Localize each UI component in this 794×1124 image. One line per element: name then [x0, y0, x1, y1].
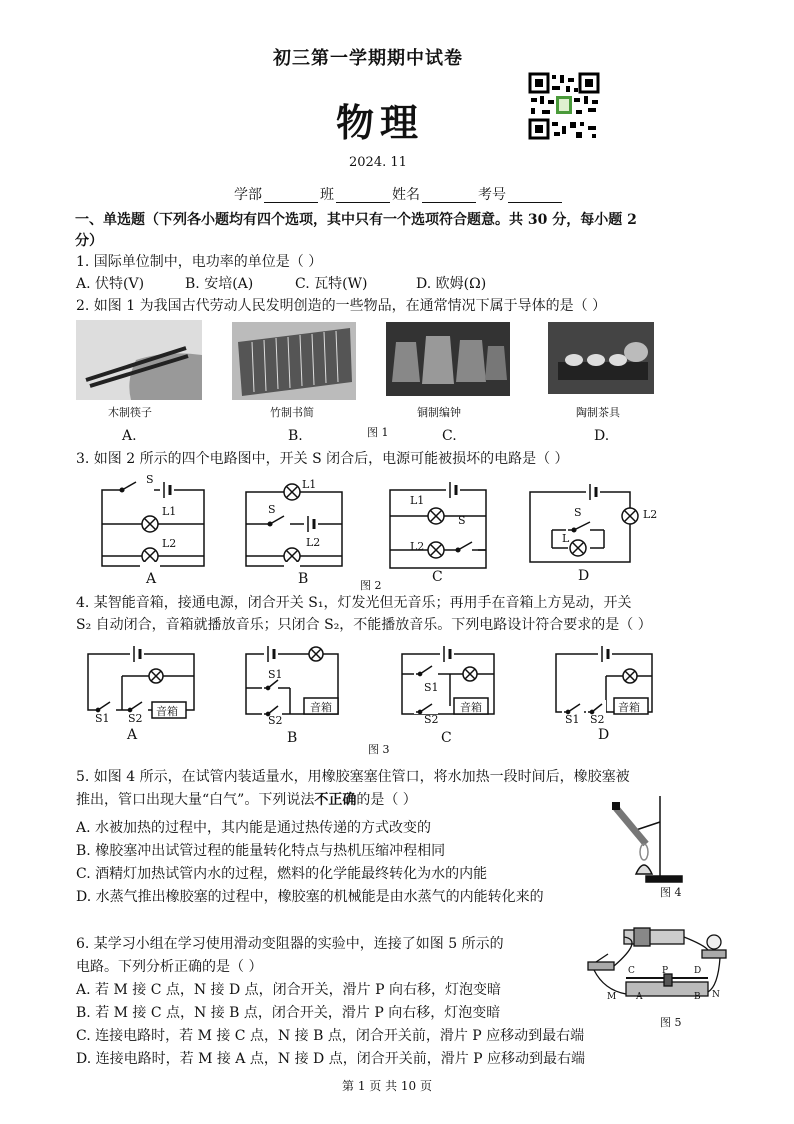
- q5-stem-part-a: 推出，管口出现大量“白气”。下列说法: [76, 792, 315, 808]
- q1-option-c[interactable]: C. 瓦特(W): [295, 276, 368, 292]
- field-label-name: 姓名: [392, 187, 420, 203]
- exam-title: 初三第一学期期中试卷: [273, 48, 463, 69]
- q4-letter-c[interactable]: C: [441, 730, 452, 746]
- subject-title: 物理: [336, 100, 425, 145]
- speaker-box-a-label: 音箱: [156, 705, 178, 718]
- rheostat-circuit-figure: [584, 920, 730, 1016]
- q2-stem: 2. 如图 1 为我国古代劳动人民发明创造的一些物品，在通常情况下属于导体的是（ ）: [76, 298, 607, 314]
- speaker-d-s1-label: S1: [565, 713, 580, 726]
- speaker-d-s2-label: S2: [590, 713, 605, 726]
- q6-stem-line2: 电路。下列分析正确的是（ ）: [76, 959, 263, 975]
- field-label-id: 考号: [478, 187, 506, 203]
- q5-stem-line2: [76, 789, 417, 811]
- q5-option-d[interactable]: D. 水蒸气推出橡胶塞的过程中，橡胶塞的机械能是由水蒸气的内能转化来的: [76, 889, 544, 905]
- q4-letter-b[interactable]: B: [287, 730, 298, 746]
- section1-title-line2: 分）: [75, 233, 103, 249]
- name-blank[interactable]: [422, 188, 476, 203]
- chopsticks-photo: [76, 320, 202, 400]
- q2-letter-d[interactable]: D.: [594, 428, 610, 444]
- circuit-a-l2-label: L2: [162, 537, 177, 550]
- rheostat-label-m: M: [607, 992, 617, 1002]
- q2-caption-a: 木制筷子: [108, 406, 152, 419]
- circuit-d-s-label: S: [574, 506, 582, 519]
- rheostat-label-a: A: [636, 992, 643, 1002]
- q2-letter-b[interactable]: B.: [288, 428, 303, 444]
- test-tube-apparatus-figure: [610, 792, 686, 884]
- rheostat-label-c: C: [628, 966, 635, 976]
- student-info-row: [234, 184, 564, 206]
- speaker-circuit-a-diagram: [86, 646, 202, 722]
- figure-3-label: 图 3: [368, 743, 390, 756]
- q4-stem-line1: 4. 某智能音箱，接通电源，闭合开关 S₁，灯发光但无音乐；再用手在音箱上方晃动，开关: [76, 595, 632, 611]
- circuit-d-l-label: L: [562, 532, 570, 545]
- rheostat-label-p: P: [662, 966, 669, 976]
- circuit-c-s-label: S: [458, 514, 466, 527]
- figure-5-label: 图 5: [660, 1016, 682, 1029]
- q1-option-b[interactable]: B. 安培(A): [185, 276, 254, 292]
- q4-stem-line2: S₂ 自动闭合，音箱就播放音乐；只闭合 S₂，不能播放音乐。下列电路设计符合要求的是（ ）: [76, 617, 652, 633]
- q3-letter-a[interactable]: A: [146, 571, 157, 587]
- speaker-c-s2-label: S2: [424, 713, 439, 726]
- speaker-b-s1-label: S1: [268, 668, 283, 681]
- speaker-a-s1-label: S1: [95, 712, 110, 725]
- q1-stem: 1. 国际单位制中，电功率的单位是（ ）: [76, 254, 323, 270]
- circuit-b-s-label: S: [268, 503, 276, 516]
- page-footer: 第 1 页 共 10 页: [342, 1079, 432, 1093]
- field-label-class: 班: [320, 187, 334, 203]
- figure-1-label: 图 1: [367, 426, 389, 439]
- figure-2-label: 图 2: [360, 579, 382, 592]
- speaker-box-d-label: 音箱: [618, 701, 640, 714]
- circuit-a-s-label: S: [146, 473, 154, 486]
- field-label-dept: 学部: [234, 187, 262, 203]
- speaker-a-s2-label: S2: [128, 712, 143, 725]
- exam-date: 2024. 11: [349, 155, 407, 170]
- q2-caption-b: 竹制书简: [270, 406, 314, 419]
- q3-letter-b[interactable]: B: [298, 571, 309, 587]
- q5-option-c[interactable]: C. 酒精灯加热试管内水的过程，燃料的化学能最终转化为水的内能: [76, 866, 488, 882]
- section1-title-line1: 一、单选题（下列各小题均有四个选项，其中只有一个选项符合题意。共 30 分，每小题 2: [75, 212, 637, 228]
- circuit-c-l2-label: L2: [410, 540, 425, 553]
- dept-blank[interactable]: [264, 188, 318, 203]
- speaker-circuit-c-diagram: [400, 646, 500, 728]
- circuit-c-l1-label: L1: [410, 494, 425, 507]
- class-blank[interactable]: [336, 188, 390, 203]
- circuit-b-l2-label: L2: [306, 536, 321, 549]
- bamboo-slips-photo: [232, 322, 356, 400]
- qr-code-icon: [528, 72, 600, 140]
- q5-option-a[interactable]: A. 水被加热的过程中，其内能是通过热传递的方式改变的: [76, 820, 432, 836]
- q5-option-b[interactable]: B. 橡胶塞冲出试管过程的能量转化特点与热机压缩冲程相同: [76, 843, 446, 859]
- q6-stem-line1: 6. 某学习小组在学习使用滑动变阻器的实验中，连接了如图 5 所示的: [76, 936, 504, 952]
- circuit-b-diagram: [244, 478, 348, 574]
- circuit-d-l2-label: L2: [643, 508, 658, 521]
- id-blank[interactable]: [508, 188, 562, 203]
- speaker-box-c-label: 音箱: [460, 701, 482, 714]
- rheostat-label-b: B: [694, 992, 701, 1002]
- circuit-c-diagram: [388, 480, 492, 574]
- speaker-box-b-label: 音箱: [310, 701, 332, 714]
- q6-option-a[interactable]: A. 若 M 接 C 点，N 接 D 点，闭合开关，滑片 P 向右移，灯泡变暗: [76, 982, 502, 998]
- q1-option-d[interactable]: D. 欧姆(Ω): [416, 276, 487, 292]
- q5-stem-part-c: 的是（ ）: [356, 792, 417, 808]
- circuit-d-diagram: [528, 478, 638, 568]
- q5-not-correct: 不正确: [314, 792, 357, 808]
- speaker-circuit-b-diagram: [244, 646, 344, 728]
- q3-stem: 3. 如图 2 所示的四个电路图中，开关 S 闭合后，电源可能被损坏的电路是（ ）: [76, 451, 569, 467]
- speaker-b-s2-label: S2: [268, 714, 283, 727]
- circuit-a-diagram: [100, 476, 210, 574]
- ceramic-tea-set-photo: [548, 322, 654, 394]
- q3-letter-d[interactable]: D: [578, 568, 590, 584]
- rheostat-label-d: D: [694, 966, 702, 976]
- q3-letter-c[interactable]: C: [432, 569, 443, 585]
- circuit-a-l1-label: L1: [162, 505, 177, 518]
- rheostat-label-n: N: [712, 990, 720, 1000]
- circuit-b-l1-label: L1: [302, 478, 317, 491]
- q2-caption-c: 铜制编钟: [417, 406, 461, 419]
- q2-letter-a[interactable]: A.: [122, 428, 137, 444]
- q5-stem-line1: 5. 如图 4 所示，在试管内装适量水，用橡胶塞塞住管口，将水加热一段时间后，橡胶塞被: [76, 769, 630, 785]
- q2-caption-d: 陶制茶具: [576, 406, 620, 419]
- q6-option-b[interactable]: B. 若 M 接 C 点，N 接 B 点，闭合开关，滑片 P 向右移，灯泡变暗: [76, 1005, 501, 1021]
- figure-4-label: 图 4: [660, 886, 682, 899]
- q2-letter-c[interactable]: C.: [442, 428, 457, 444]
- q4-letter-a[interactable]: A: [127, 727, 138, 743]
- q6-option-d[interactable]: D. 连接电路时，若 M 接 A 点，N 接 D 点，闭合开关前，滑片 P 应移动到最右端: [76, 1051, 586, 1067]
- bronze-bells-photo: [386, 322, 510, 396]
- q6-option-c[interactable]: C. 连接电路时，若 M 接 C 点，N 接 B 点，闭合开关前，滑片 P 应移动到最右端: [76, 1028, 585, 1044]
- speaker-c-s1-label: S1: [424, 681, 439, 694]
- q1-option-a[interactable]: A. 伏特(V): [76, 276, 145, 292]
- q4-letter-d[interactable]: D: [598, 727, 610, 743]
